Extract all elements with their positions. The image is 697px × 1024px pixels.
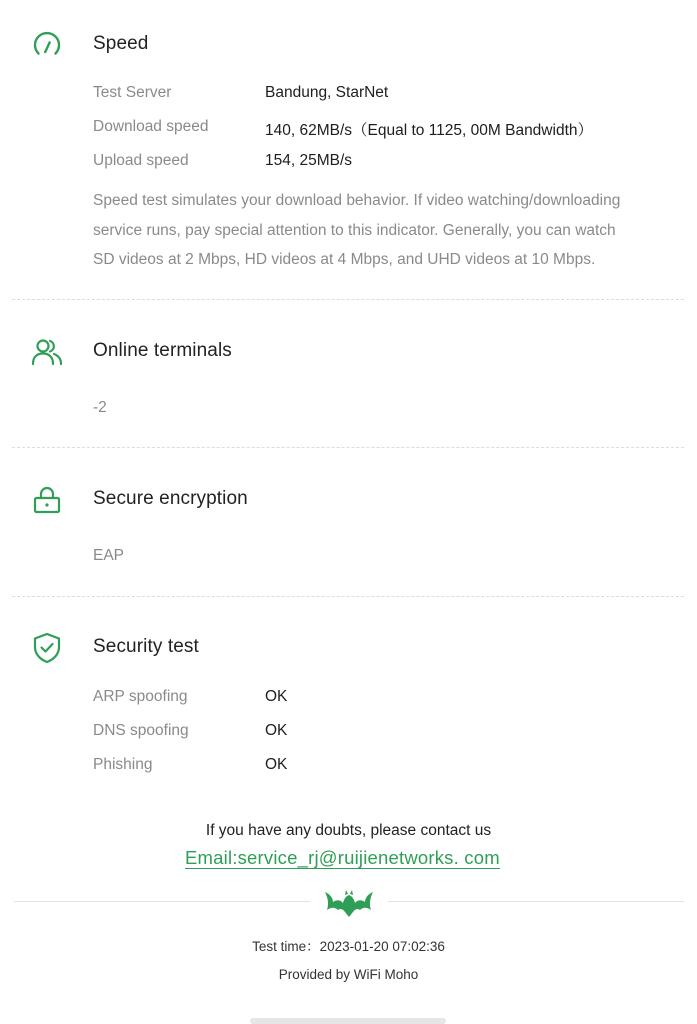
dns-spoofing-label: DNS spoofing xyxy=(93,722,189,739)
secure-encryption-value: EAP xyxy=(93,547,125,564)
test-time: Test time：2023-01-20 07:02:36 xyxy=(252,939,445,954)
online-terminals-value: -2 xyxy=(93,399,107,416)
shield-check-icon xyxy=(30,631,64,665)
section-divider xyxy=(12,447,684,448)
section-divider xyxy=(12,596,684,597)
secure-encryption-title: Secure encryption xyxy=(93,488,248,509)
online-terminals-header xyxy=(0,331,697,371)
phishing-label: Phishing xyxy=(93,756,153,773)
upload-speed-label: Upload speed xyxy=(93,152,189,169)
online-terminals-title: Online terminals xyxy=(93,340,232,361)
security-test-title: Security test xyxy=(93,636,199,657)
speed-description-line: service runs, pay special attention to this indicator. Generally, you can watch xyxy=(93,221,616,239)
dns-spoofing-value: OK xyxy=(265,722,288,739)
footer-divider-left xyxy=(14,901,310,902)
download-speed-label: Download speed xyxy=(93,118,209,135)
speed-title: Speed xyxy=(93,33,149,54)
arp-spoofing-label: ARP spoofing xyxy=(93,688,188,705)
bat-logo-icon xyxy=(324,884,374,918)
contact-text: If you have any doubts, please contact us xyxy=(205,822,492,839)
test-server-label: Test Server xyxy=(93,84,172,101)
users-icon xyxy=(30,335,64,369)
test-server-value: Bandung, StarNet xyxy=(265,84,389,101)
speed-description xyxy=(93,186,673,275)
speed-description-line: Speed test simulates your download behavior. If video watching/downloading xyxy=(93,192,621,209)
security-test-header xyxy=(0,627,697,667)
support-email-link[interactable]: Email:service_rj@ruijienetworks. com xyxy=(185,847,500,868)
upload-speed-value: 154, 25MB/s xyxy=(265,152,353,169)
footer-divider-right xyxy=(388,901,684,902)
lock-icon xyxy=(30,483,64,517)
speed-description-line: SD videos at 2 Mbps, HD videos at 4 Mbps, and UHD videos at 10 Mbps. xyxy=(93,251,596,268)
home-indicator[interactable] xyxy=(250,1018,446,1024)
secure-encryption-header xyxy=(0,479,697,519)
download-speed-value: 140, 62MB/s（Equal to 1125, 00M Bandwidth） xyxy=(265,122,593,139)
phishing-value: OK xyxy=(265,756,288,773)
speedometer-icon xyxy=(30,28,64,62)
provided-by: Provided by WiFi Moho xyxy=(278,967,419,982)
arp-spoofing-value: OK xyxy=(265,688,288,705)
speed-header xyxy=(0,24,697,64)
section-divider xyxy=(12,299,684,300)
